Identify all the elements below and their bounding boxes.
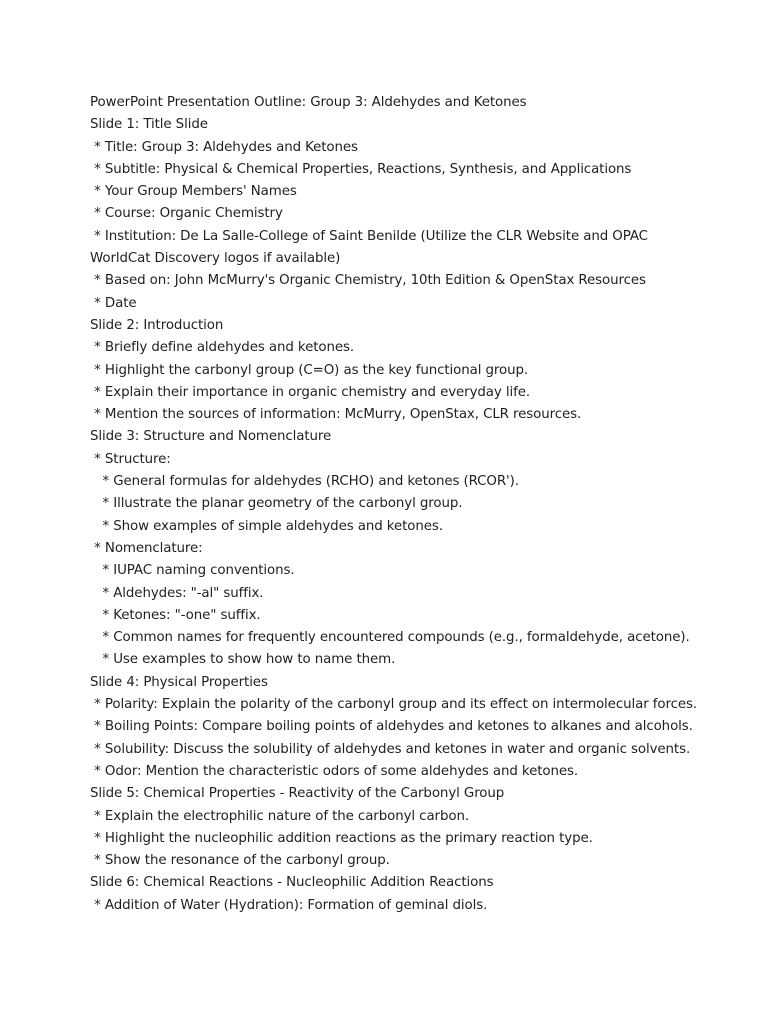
doc-line: * Show examples of simple aldehydes and ketones. <box>90 518 443 534</box>
doc-line-slide-heading: Slide 1: Title Slide <box>90 117 208 133</box>
doc-line: * Subtitle: Physical & Chemical Properties, Reactions, Synthesis, and Applications <box>90 161 632 177</box>
doc-line: * Nomenclature: <box>90 540 203 556</box>
doc-line-slide-heading: Slide 6: Chemical Reactions - Nucleophilic Addition Reactions <box>90 875 494 891</box>
doc-line: * Ketones: "-one" suffix. <box>90 607 261 623</box>
doc-line: WorldCat Discovery logos if available) <box>90 251 341 267</box>
doc-line-slide-heading: Slide 3: Structure and Nomenclature <box>90 429 332 445</box>
doc-line: * Highlight the carbonyl group (C=O) as the key functional group. <box>90 362 529 378</box>
doc-line: * Based on: John McMurry's Organic Chemistry, 10th Edition & OpenStax Resources <box>90 273 646 289</box>
doc-line: * Briefly define aldehydes and ketones. <box>90 340 355 356</box>
doc-line: * Boiling Points: Compare boiling points of aldehydes and ketones to alkanes and alcohols. <box>90 719 693 735</box>
doc-line: * Title: Group 3: Aldehydes and Ketones <box>90 139 358 155</box>
doc-line: * Your Group Members' Names <box>90 184 297 200</box>
doc-line: * Odor: Mention the characteristic odors of some aldehydes and ketones. <box>90 763 579 779</box>
doc-line: * IUPAC naming conventions. <box>90 563 295 579</box>
doc-line: * General formulas for aldehydes (RCHO) and ketones (RCOR'). <box>90 474 519 490</box>
doc-line: * Solubility: Discuss the solubility of aldehydes and ketones in water and organic solvents. <box>90 741 691 757</box>
doc-line-title: PowerPoint Presentation Outline: Group 3: Aldehydes and Ketones <box>90 95 527 110</box>
doc-line-slide-heading: Slide 2: Introduction <box>90 317 224 333</box>
doc-line: * Course: Organic Chemistry <box>90 206 283 222</box>
doc-line: * Illustrate the planar geometry of the carbonyl group. <box>90 496 463 512</box>
doc-line: * Mention the sources of information: McMurry, OpenStax, CLR resources. <box>90 407 582 423</box>
doc-line: * Date <box>90 295 137 311</box>
document-body <box>90 92 750 917</box>
doc-line: * Common names for frequently encountered compounds (e.g., formaldehyde, acetone). <box>90 630 690 646</box>
doc-line: * Aldehydes: "-al" suffix. <box>90 585 264 601</box>
doc-line-slide-heading: Slide 5: Chemical Properties - Reactivity of the Carbonyl Group <box>90 786 505 802</box>
doc-line: * Polarity: Explain the polarity of the carbonyl group and its effect on intermolecular forces. <box>90 697 698 713</box>
doc-line: * Addition of Water (Hydration): Formation of geminal diols. <box>90 897 488 913</box>
doc-line: * Structure: <box>90 451 171 467</box>
doc-line: * Show the resonance of the carbonyl group. <box>90 853 390 869</box>
doc-line: * Explain their importance in organic chemistry and everyday life. <box>90 384 531 400</box>
doc-line: * Explain the electrophilic nature of the carbonyl carbon. <box>90 808 469 824</box>
doc-line: * Highlight the nucleophilic addition reactions as the primary reaction type. <box>90 830 593 846</box>
doc-line: * Institution: De La Salle-College of Saint Benilde (Utilize the CLR Website and OPAC <box>90 228 648 244</box>
doc-line-slide-heading: Slide 4: Physical Properties <box>90 674 268 690</box>
doc-line: * Use examples to show how to name them. <box>90 652 396 668</box>
